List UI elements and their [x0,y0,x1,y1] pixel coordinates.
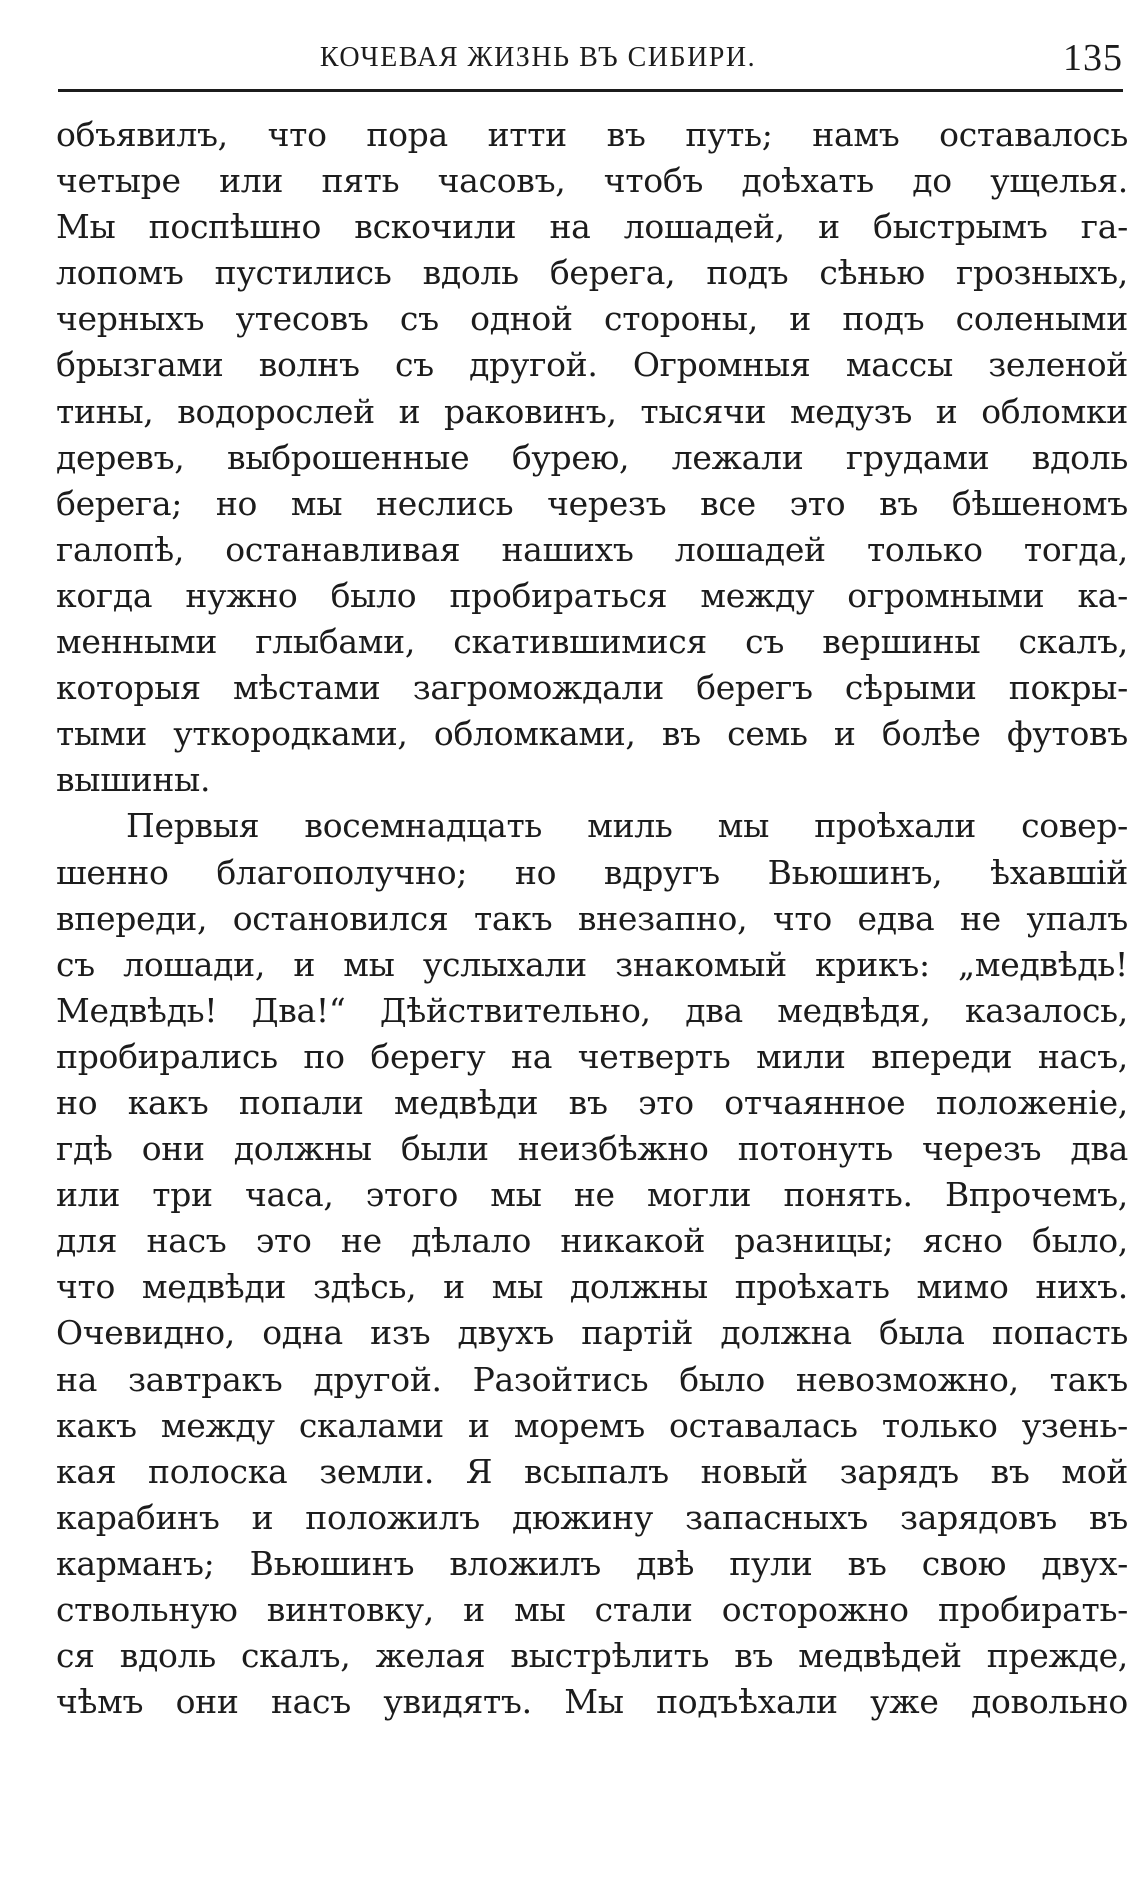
page-header [58,36,1123,86]
text-line: или три часа, этого мы не могли понять. Впрочемъ, [56,1175,1128,1215]
text-line: чѣмъ они насъ увидятъ. Мы подъѣхали уже довольно [56,1682,1128,1722]
text-line: ся вдоль скалъ, желая выстрѣлить въ медвѣдей прежде, [56,1636,1128,1676]
text-line: гдѣ они должны были неизбѣжно потонуть черезъ два [56,1129,1128,1169]
text-line: тины, водорослей и раковинъ, тысячи медузъ и обломки [56,391,1128,431]
text-line: когда нужно было пробираться между огромными ка- [56,575,1128,615]
text-line: кая полоска земли. Я всыпалъ новый зарядъ въ мой [56,1451,1128,1491]
header-rule [58,89,1123,92]
text-line: вышины. [56,760,211,800]
text-line: четыре или пять часовъ, чтобъ доѣхать до ущелья. [56,161,1128,201]
running-title: КОЧЕВАЯ ЖИЗНЬ ВЪ СИБИРИ. [319,42,757,73]
page-number: 135 [1063,37,1123,79]
text-line: пробирались по берегу на четверть мили впереди насъ, [56,1036,1128,1076]
text-line: Мы поспѣшно вскочили на лошадей, и быстрымъ га- [56,207,1128,247]
text-line: Очевидно, одна изъ двухъ партій должна была попасть [56,1313,1128,1353]
text-line: Первыя восемнадцать миль мы проѣхали совер- [126,806,1128,846]
text-line: черныхъ утесовъ съ одной стороны, и подъ солеными [56,299,1128,339]
text-line: но какъ попали медвѣди въ это отчаянное положеніе, [56,1082,1128,1122]
text-line: для насъ это не дѣлало никакой разницы; ясно было, [56,1221,1128,1261]
body-text [56,112,1128,1725]
text-line: впереди, остановился такъ внезапно, что едва не упалъ [56,898,1128,938]
paragraph [56,112,1128,803]
text-line: галопѣ, останавливая нашихъ лошадей только тогда, [56,529,1128,569]
text-line: какъ между скалами и моремъ оставалась только узень- [56,1405,1128,1445]
text-line: на завтракъ другой. Разойтись было невозможно, такъ [56,1359,1128,1399]
text-line: лопомъ пустились вдоль берега, подъ сѣнью грозныхъ, [56,253,1128,293]
text-line: карабинъ и положилъ дюжину запасныхъ зарядовъ въ [56,1497,1128,1537]
paragraph [56,803,1128,1725]
text-line: менными глыбами, скатившимися съ вершины скалъ, [56,622,1128,662]
text-line: тыми уткородками, обломками, въ семь и болѣе футовъ [56,714,1128,754]
text-line: брызгами волнъ съ другой. Огромныя массы зеленой [56,345,1128,385]
text-line: ствольную винтовку, и мы стали осторожно пробирать- [56,1590,1128,1629]
text-line: шенно благополучно; но вдругъ Вьюшинъ, ѣхавшій [56,852,1128,892]
text-line: деревъ, выброшенные бурею, лежали грудами вдоль [56,437,1128,477]
text-line: что медвѣди здѣсь, и мы должны проѣхать мимо нихъ. [56,1267,1128,1307]
text-line: съ лошади, и мы услыхали знакомый крикъ: „медвѣдь! [56,944,1128,984]
text-line: объявилъ, что пора итти въ путь; намъ оставалось [56,115,1128,154]
text-line: берега; но мы неслись черезъ все это въ бѣшеномъ [56,483,1128,523]
text-line: которыя мѣстами загромождали берегъ сѣрыми покры- [56,668,1128,708]
text-line: Медвѣдь! Два!“ Дѣйствительно, два медвѣдя, казалось, [56,990,1128,1030]
text-line: карманъ; Вьюшинъ вложилъ двѣ пули въ свою двух- [56,1543,1128,1583]
